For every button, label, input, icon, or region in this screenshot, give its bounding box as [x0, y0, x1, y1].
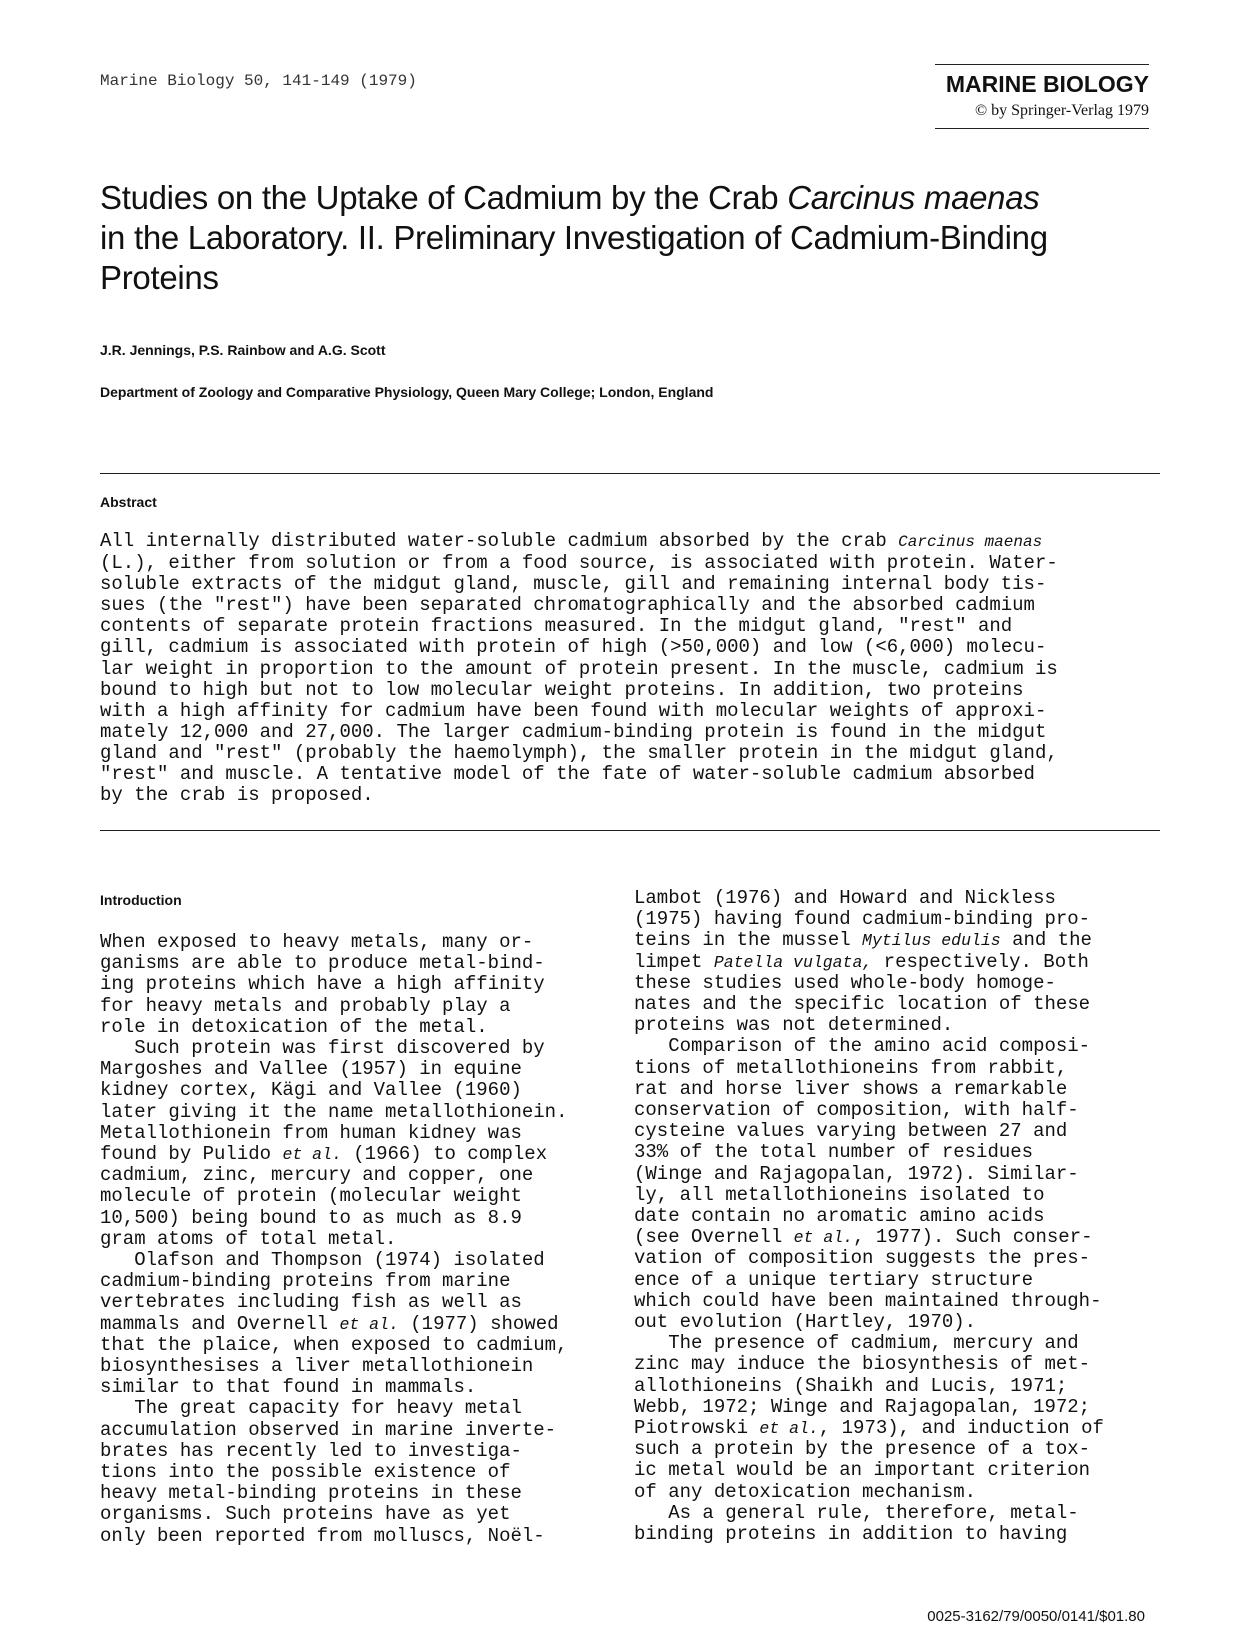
text-line: later giving it the name metallothionein.: [100, 1100, 568, 1123]
text-line: The great capacity for heavy metal: [100, 1397, 522, 1420]
text-line: vation of composition suggests the pres-: [634, 1247, 1091, 1270]
masthead-bottom-rule: [935, 128, 1149, 129]
text-line: Olafson and Thompson (1974) isolated: [100, 1249, 545, 1272]
italic-etal: et al.: [793, 1228, 854, 1248]
text-line: which could have been maintained through-: [634, 1289, 1102, 1312]
text-line: found by Pulido: [100, 1143, 283, 1166]
text-line: When exposed to heavy metals, many or-: [100, 931, 534, 953]
abstract-line: soluble extracts of the midgut gland, muscle, gill and remaining internal body tis-: [100, 573, 1047, 596]
text-line: proteins was not determined.: [634, 1014, 954, 1037]
text-line: tions of metallothioneins from rabbit,: [634, 1056, 1068, 1079]
text-line: teins in the mussel: [634, 929, 863, 952]
text-line: (see Overnell: [634, 1226, 794, 1249]
paper-title: [100, 178, 1160, 298]
text-line: Metallothionein from human kidney was: [100, 1121, 522, 1144]
text-line: gram atoms of total metal.: [100, 1227, 397, 1250]
masthead-top-rule: [935, 64, 1149, 65]
authors: J.R. Jennings, P.S. Rainbow and A.G. Scott: [100, 342, 386, 358]
text-line: Margoshes and Vallee (1957) in equine: [100, 1058, 522, 1081]
text-line: conservation of composition, with half-: [634, 1099, 1079, 1122]
text-line: only been reported from molluscs, Noël-: [100, 1524, 545, 1547]
text-line: 33% of the total number of residues: [634, 1141, 1034, 1164]
text-line: respectively. Both: [872, 950, 1089, 973]
text-line: ly, all metallothioneins isolated to: [634, 1183, 1045, 1206]
text-line: cadmium-binding proteins from marine: [100, 1270, 511, 1293]
abstract-line: mately 12,000 and 27,000. The larger cadmium-binding protein is found in the midgut: [100, 720, 1047, 743]
text-line: biosynthesises a liver metallothionein: [100, 1355, 534, 1378]
abstract-line: sues (the "rest") have been separated chromatographically and the absorbed cadmium: [100, 594, 1035, 617]
article-code: 0025-3162/79/0050/0141/$01.80: [927, 1608, 1145, 1625]
text-line: Such protein was first discovered by: [100, 1037, 545, 1060]
abstract-line: All internally distributed water-soluble cadmium absorbed by the crab: [100, 530, 899, 552]
text-line: cysteine values varying between 27 and: [634, 1120, 1068, 1143]
text-line: and the: [1000, 929, 1092, 952]
abstract-line: (L.), either from solution or from a food source, is associated with protein. Water-: [100, 552, 1058, 575]
text-line: As a general rule, therefore, metal-: [634, 1501, 1079, 1524]
text-line: out evolution (Hartley, 1970).: [634, 1311, 977, 1334]
text-line: of any detoxication mechanism.: [634, 1480, 977, 1503]
text-line: such a protein by the presence of a tox-: [634, 1438, 1091, 1461]
text-line: , 1973), and induction of: [818, 1417, 1104, 1440]
text-line: tions into the possible existence of: [100, 1461, 511, 1484]
abstract-line: bound to high but not to low molecular weight proteins. In addition, two proteins: [100, 678, 1024, 701]
italic-etal: et al.: [759, 1419, 819, 1439]
introduction-heading: Introduction: [100, 892, 182, 908]
italic-species: Patella vulgata,: [713, 952, 873, 972]
abstract-line: gland and "rest" (probably the haemolymph), the smaller protein in the midgut gland,: [100, 741, 1058, 764]
title-part2: in the Laboratory. II. Preliminary Investigation of Cadmium-Binding: [100, 219, 1048, 256]
text-line: vertebrates including fish as well as: [100, 1291, 522, 1314]
text-line: The presence of cadmium, mercury and: [634, 1332, 1079, 1355]
text-line: mammals and Overnell: [100, 1312, 340, 1335]
text-line: Webb, 1972; Winge and Rajagopalan, 1972;: [634, 1395, 1091, 1418]
text-line: brates has recently led to investiga-: [100, 1439, 522, 1462]
text-line: Lambot (1976) and Howard and Nickless: [634, 887, 1056, 909]
abstract-line: by the crab is proposed.: [100, 784, 374, 807]
text-line: (1977) showed: [398, 1312, 559, 1335]
text-line: date contain no aromatic amino acids: [634, 1205, 1045, 1228]
abstract-line: gill, cadmium is associated with protein of high (>50,000) and low (<6,000) molecu-: [100, 636, 1047, 659]
text-line: , 1977). Such conser-: [853, 1226, 1093, 1249]
text-line: molecule of protein (molecular weight: [100, 1185, 522, 1208]
abstract-line: contents of separate protein fractions measured. In the midgut gland, "rest" and: [100, 615, 1013, 638]
text-line: that the plaice, when exposed to cadmium,: [100, 1333, 568, 1356]
journal-citation: Marine Biology 50, 141-149 (1979): [100, 72, 417, 90]
text-line: ing proteins which have a high affinity: [100, 973, 545, 996]
italic-etal: et al.: [282, 1145, 342, 1165]
text-line: limpet: [634, 950, 714, 973]
text-line: cadmium, zinc, mercury and copper, one: [100, 1164, 534, 1187]
text-line: accumulation observed in marine inverte-: [100, 1418, 557, 1441]
text-line: Comparison of the amino acid composi-: [634, 1035, 1091, 1058]
text-line: rat and horse liver shows a remarkable: [634, 1077, 1068, 1100]
text-line: ence of a unique tertiary structure: [634, 1268, 1034, 1291]
text-line: similar to that found in mammals.: [100, 1376, 477, 1399]
text-line: ganisms are able to produce metal-bind-: [100, 952, 545, 975]
journal-name: MARINE BIOLOGY: [945, 71, 1149, 97]
title-part3: Proteins: [100, 259, 219, 296]
abstract-line: "rest" and muscle. A tentative model of the fate of water-soluble cadmium absorbed: [100, 763, 1035, 786]
italic-etal: et al.: [339, 1314, 399, 1334]
journal-masthead: [935, 64, 1149, 129]
text-line: (1966) to complex: [341, 1143, 548, 1166]
text-line: role in detoxication of the metal.: [100, 1015, 488, 1038]
abstract-heading: Abstract: [100, 494, 157, 510]
text-line: zinc may induce the biosynthesis of met-: [634, 1353, 1091, 1376]
text-line: (1975) having found cadmium-binding pro-: [634, 908, 1091, 931]
text-line: allothioneins (Shaikh and Lucis, 1971;: [634, 1374, 1068, 1397]
title-part1: Studies on the Uptake of Cadmium by the Crab: [100, 179, 788, 216]
text-line: heavy metal-binding proteins in these: [100, 1482, 522, 1505]
abstract-line: lar weight in proportion to the amount of protein present. In the muscle, cadmium is: [100, 657, 1058, 680]
text-line: (Winge and Rajagopalan, 1972). Similar-: [634, 1162, 1079, 1185]
text-line: these studies used whole-body homoge-: [634, 971, 1056, 994]
abstract-species: Carcinus maenas: [898, 533, 1043, 551]
text-line: nates and the specific location of these: [634, 993, 1091, 1016]
text-line: 10,500) being bound to as much as 8.9: [100, 1206, 522, 1229]
italic-species: Mytilus edulis: [862, 931, 1001, 951]
abstract-body: [100, 531, 1162, 806]
text-line: Piotrowski: [634, 1417, 760, 1440]
abstract-bottom-rule: [100, 830, 1160, 831]
title-species: Carcinus maenas: [787, 179, 1040, 216]
text-line: organisms. Such proteins have as yet: [100, 1503, 511, 1526]
affiliation: Department of Zoology and Comparative Physiology, Queen Mary College; London, England: [100, 384, 714, 400]
text-line: kidney cortex, Kägi and Vallee (1960): [100, 1079, 522, 1102]
text-line: for heavy metals and probably play a: [100, 994, 511, 1017]
text-line: binding proteins in addition to having: [634, 1523, 1068, 1546]
introduction-right-column: [634, 888, 1164, 1545]
abstract-top-rule: [100, 473, 1160, 474]
abstract-line: with a high affinity for cadmium have been found with molecular weights of approxi-: [100, 699, 1047, 722]
copyright-notice: © by Springer-Verlag 1979: [974, 102, 1149, 119]
text-line: ic metal would be an important criterion: [634, 1459, 1091, 1482]
introduction-left-column: [100, 932, 610, 1547]
